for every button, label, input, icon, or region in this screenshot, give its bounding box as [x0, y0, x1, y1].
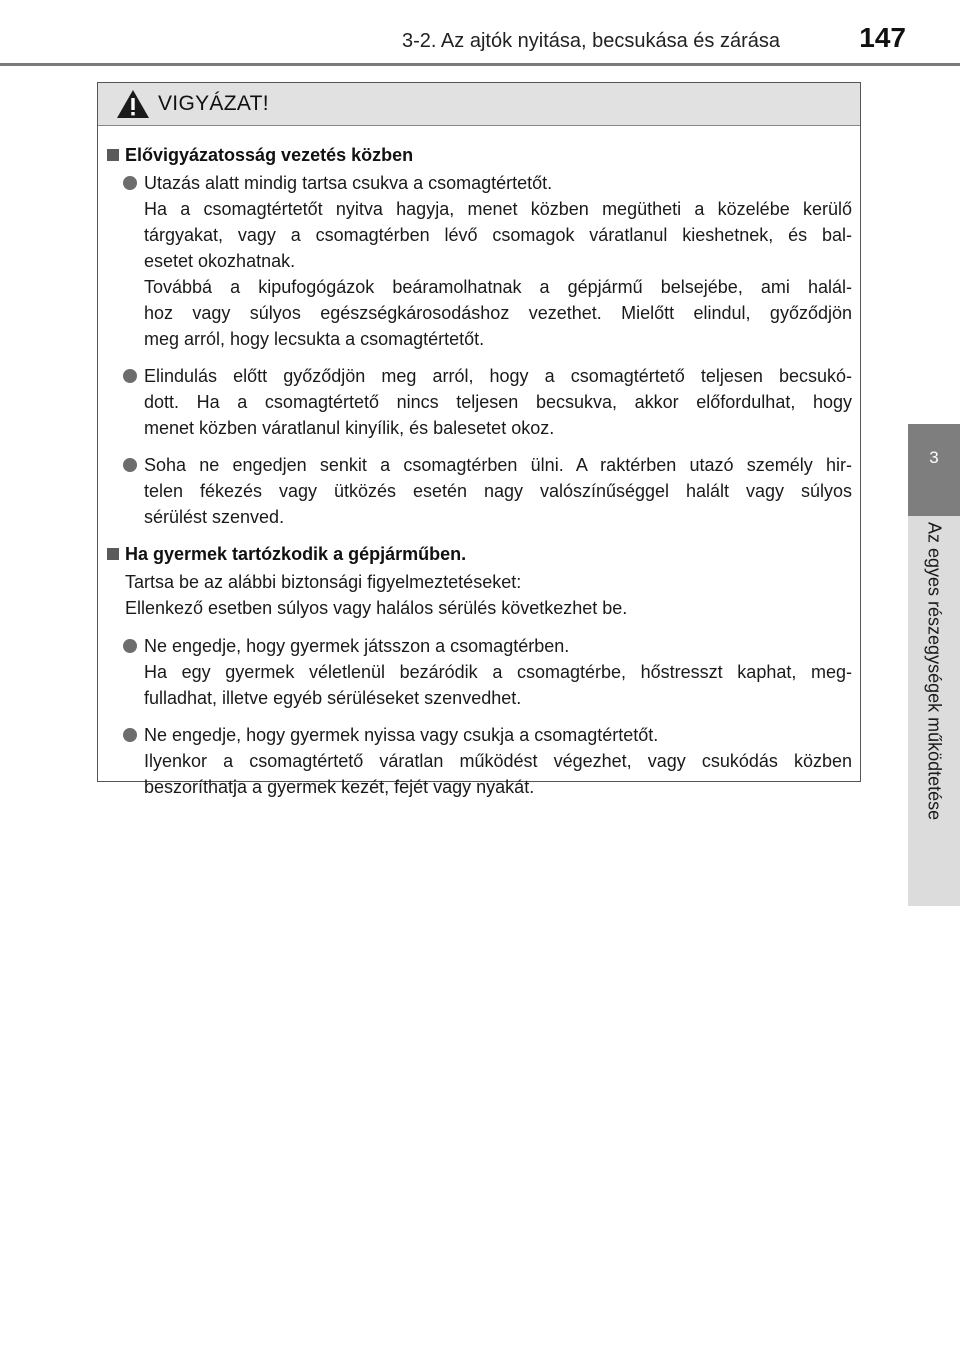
bullet-item [106, 452, 852, 530]
warning-triangle-icon [116, 89, 150, 119]
chapter-tab [908, 424, 960, 516]
text-line: Tartsa be az alábbi biztonsági figyelmeztetéseket: [125, 572, 522, 592]
section-intro [106, 569, 852, 621]
bullet-item [106, 363, 852, 441]
text-line: meg arról, hogy lecsukta a csomagtértetőt. [144, 329, 485, 349]
circle-bullet-icon [123, 728, 137, 742]
caution-body [98, 126, 860, 800]
text-line: menet közben váratlanul kinyílik, és balesetet okoz. [144, 418, 555, 438]
circle-bullet-icon [123, 369, 137, 383]
text-line: Ne engedje, hogy gyermek játsszon a csomagtérben. [144, 636, 570, 656]
chapter-number: 3 [929, 448, 939, 467]
circle-bullet-icon [123, 458, 137, 472]
text-line: dott. Ha a csomagtértető nincs teljesen becsukva, akkor előfordulhat, hogy [144, 392, 852, 412]
text-line: tárgyakat, vagy a csomagtérben lévő csomagok váratlanul kieshetnek, és bal- [144, 225, 852, 245]
text-line: beszoríthatja a gyermek kezét, fejét vagy nyakát. [144, 777, 535, 797]
section-heading-text: Ha gyermek tartózkodik a gépjárműben. [125, 544, 467, 564]
text-line: Ne engedje, hogy gyermek nyissa vagy csukja a csomagtértetőt. [144, 725, 659, 745]
running-header-title: 3-2. Az ajtók nyitása, becsukása és zárása [402, 30, 780, 52]
text-line: sérülést szenved. [144, 507, 285, 527]
section-heading [106, 541, 852, 567]
text-line: Soha ne engedjen senkit a csomagtérben ülni. A raktérben utazó személy hir- [144, 455, 852, 475]
circle-bullet-icon [123, 176, 137, 190]
text-line: fulladhat, illetve egyéb sérüléseket szenvedhet. [144, 688, 522, 708]
text-line: Ha a csomagtértetőt nyitva hagyja, menet közben megütheti a közelébe kerülő [144, 199, 852, 219]
text-line: Ilyenkor a csomagtértető váratlan működést végezhet, vagy csukódás közben [144, 751, 852, 771]
text-line: Továbbá a kipufogógázok beáramolhatnak a gépjármű belsejébe, ami halál- [144, 277, 852, 297]
text-line: hoz vagy súlyos egészségkárosodáshoz vezethet. Mielőtt elindul, győződjön [144, 303, 852, 323]
caution-title: VIGYÁZAT! [158, 92, 269, 115]
text-line: telen fékezés vagy ütközés esetén nagy valószínűséggel halált vagy súlyos [144, 481, 852, 501]
square-bullet-icon [107, 548, 119, 560]
text-line: Ellenkező esetben súlyos vagy halálos sérülés következhet be. [125, 598, 628, 618]
section-heading [106, 142, 852, 168]
header-rule [0, 63, 960, 66]
text-line: Utazás alatt mindig tartsa csukva a csomagtértetőt. [144, 173, 553, 193]
chapter-side-panel [908, 516, 960, 906]
bullet-item [106, 633, 852, 711]
page-number: 147 [859, 22, 906, 53]
section-heading-text: Elővigyázatosság vezetés közben [125, 145, 414, 165]
text-line: esetet okozhatnak. [144, 251, 296, 271]
bullet-item [106, 722, 852, 800]
caution-header [98, 83, 860, 126]
bullet-item [106, 170, 852, 352]
square-bullet-icon [107, 149, 119, 161]
chapter-title: Az egyes részegységek működtetése [924, 522, 945, 821]
caution-box [97, 82, 861, 797]
text-line: Ha egy gyermek véletlenül bezáródik a csomagtérbe, hőstresszt kaphat, meg- [144, 662, 852, 682]
text-line: Elindulás előtt győződjön meg arról, hogy a csomagtértető teljesen becsukó- [144, 366, 852, 386]
circle-bullet-icon [123, 639, 137, 653]
